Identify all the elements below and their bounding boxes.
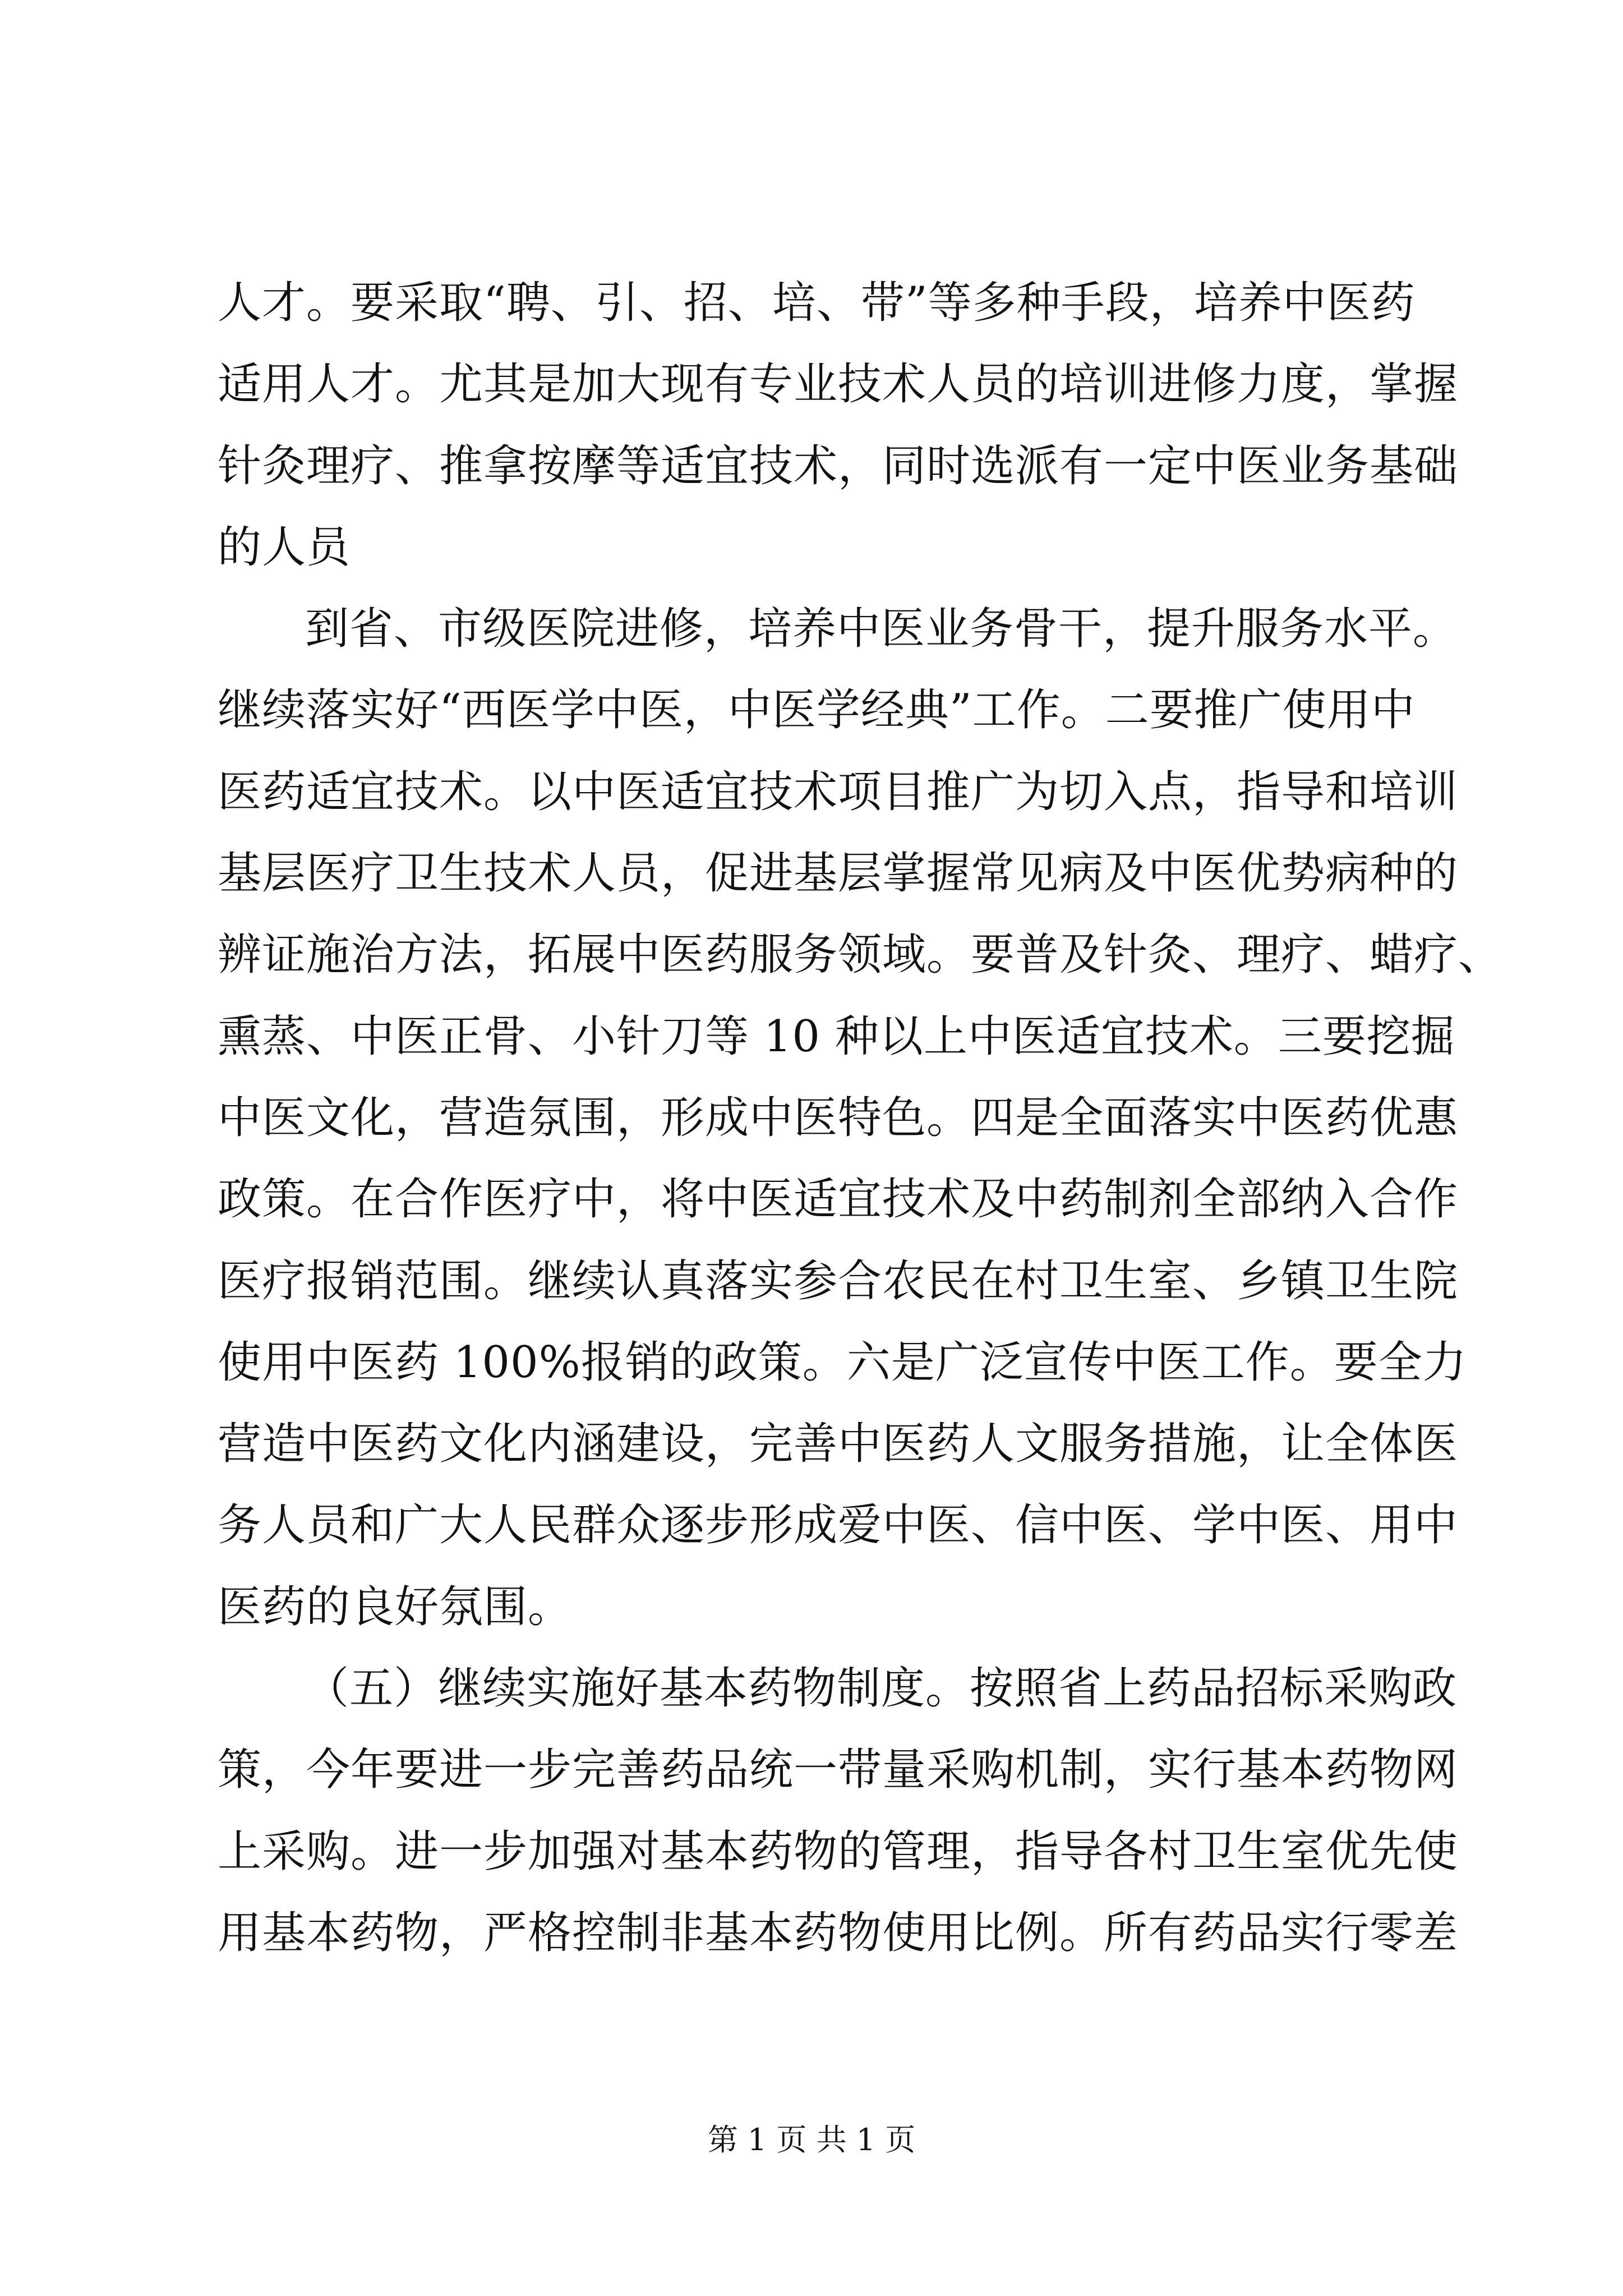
text-line: 继续落实好“西医学中医，中医学经典”工作。二要推广使用中 (218, 685, 1415, 736)
text-line: 策，今年要进一步完善药品统一带量采购机制，实行基本药物网 (218, 1745, 1459, 1796)
text-line: 的人员 (218, 522, 351, 573)
text-line: 上采购。进一步加强对基本药物的管理，指导各村卫生室优先使 (218, 1826, 1459, 1877)
document-body (218, 263, 1503, 1974)
page-footer (0, 2118, 1623, 2162)
text-line: 中医文化，营造氛围，形成中医特色。四是全面落实中医药优惠 (218, 1092, 1459, 1143)
paragraph-2 (218, 588, 1503, 1648)
text-line: 医药的良好氛围。 (218, 1581, 573, 1632)
text-line: 医药适宜技术。以中医适宜技术项目推广为切入点，指导和培训 (218, 766, 1459, 817)
text-line: 务人员和广大人民群众逐步形成爱中医、信中医、学中医、用中 (218, 1500, 1459, 1551)
text-line: 用基本药物，严格控制非基本药物使用比例。所有药品实行零差 (218, 1907, 1459, 1958)
text-line: 辨证施治方法，拓展中医药服务领域。要普及针灸、理疗、蜡疗、 (218, 930, 1503, 981)
text-line: 基层医疗卫生技术人员，促进基层掌握常见病及中医优势病种的 (218, 848, 1459, 899)
text-line: 政策。在合作医疗中，将中医适宜技术及中药制剂全部纳入合作 (218, 1174, 1459, 1225)
text-line: 适用人才。尤其是加大现有专业技术人员的培训进修力度，掌握 (218, 359, 1459, 410)
text-line-indented: （五）继续实施好基本药物制度。按照省上药品招标采购政 (305, 1663, 1458, 1714)
text-line: 人才。要采取“聘、引、招、培、带”等多种手段，培养中医药 (218, 278, 1415, 328)
text-line: 针灸理疗、推拿按摩等适宜技术，同时选派有一定中医业务基础 (218, 440, 1459, 491)
text-line-indented: 到省、市级医院进修，培养中医业务骨干，提升服务水平。 (305, 604, 1458, 655)
text-line: 熏蒸、中医正骨、小针刀等 10 种以上中医适宜技术。三要挖掘 (218, 1011, 1455, 1062)
text-line: 营造中医药文化内涵建设，完善中医药人文服务措施，让全体医 (218, 1419, 1459, 1470)
text-line: 使用中医药 100%报销的政策。六是广泛宣传中医工作。要全力 (218, 1337, 1467, 1388)
text-line: 医疗报销范围。继续认真落实参合农民在村卫生室、乡镇卫生院 (218, 1255, 1459, 1306)
paragraph-3 (218, 1648, 1459, 1974)
page-number-label: 第 1 页 共 1 页 (707, 2122, 916, 2157)
paragraph-1 (218, 263, 1459, 588)
